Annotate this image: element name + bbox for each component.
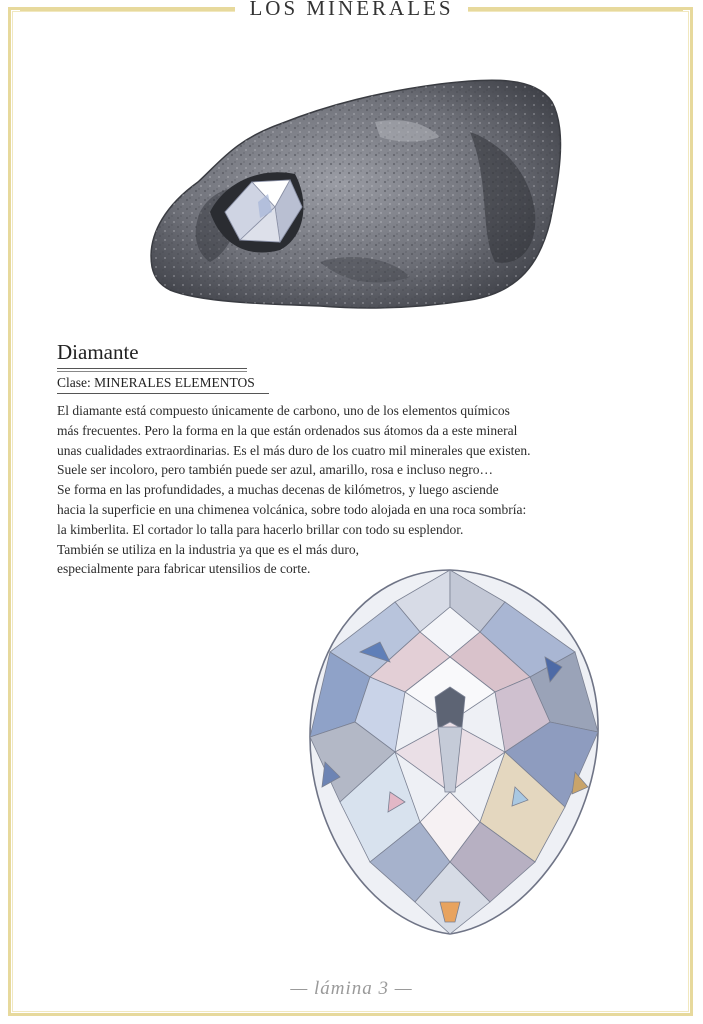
description-line: especialmente para fabricar utensilios de corte.	[57, 561, 311, 577]
cut-diamond-illustration	[300, 562, 610, 942]
description-line: unas cualidades extraordinarias. Es el más duro de los cuatro mil minerales que existen.	[57, 442, 531, 458]
title-underline-2	[57, 371, 247, 372]
description-line: más frecuentes. Pero la forma en la que están ordenados sus átomos da a este mineral	[57, 422, 518, 438]
plate-label: — lámina 3 —	[290, 978, 413, 999]
description-line: hacia la superficie en una chimenea volcánica, sobre todo alojada en una roca sombría:	[57, 501, 527, 517]
description-line: la kimberlita. El cortador lo talla para hacerlo brillar con todo su esplendor.	[57, 521, 464, 537]
description-line: El diamante está compuesto únicamente de carbono, uno de los elementos químicos	[57, 403, 510, 418]
header-title: LOS MINERALES	[235, 0, 467, 20]
page-header	[0, 0, 703, 21]
mineral-title: Diamante	[57, 340, 139, 364]
description-line: Se forma en las profundidades, a muchas decenas de kilómetros, y luego asciende	[57, 482, 499, 498]
mineral-class: Clase: MINERALES ELEMENTOS	[57, 375, 255, 390]
rock-illustration	[140, 62, 570, 322]
class-underline	[57, 393, 269, 394]
description-line: Suele ser incoloro, pero también puede ser azul, amarillo, rosa e incluso negro…	[57, 462, 493, 478]
mineral-description	[57, 401, 577, 579]
title-underline	[57, 368, 247, 369]
description-line: También se utiliza en la industria ya que es el más duro,	[57, 541, 359, 557]
